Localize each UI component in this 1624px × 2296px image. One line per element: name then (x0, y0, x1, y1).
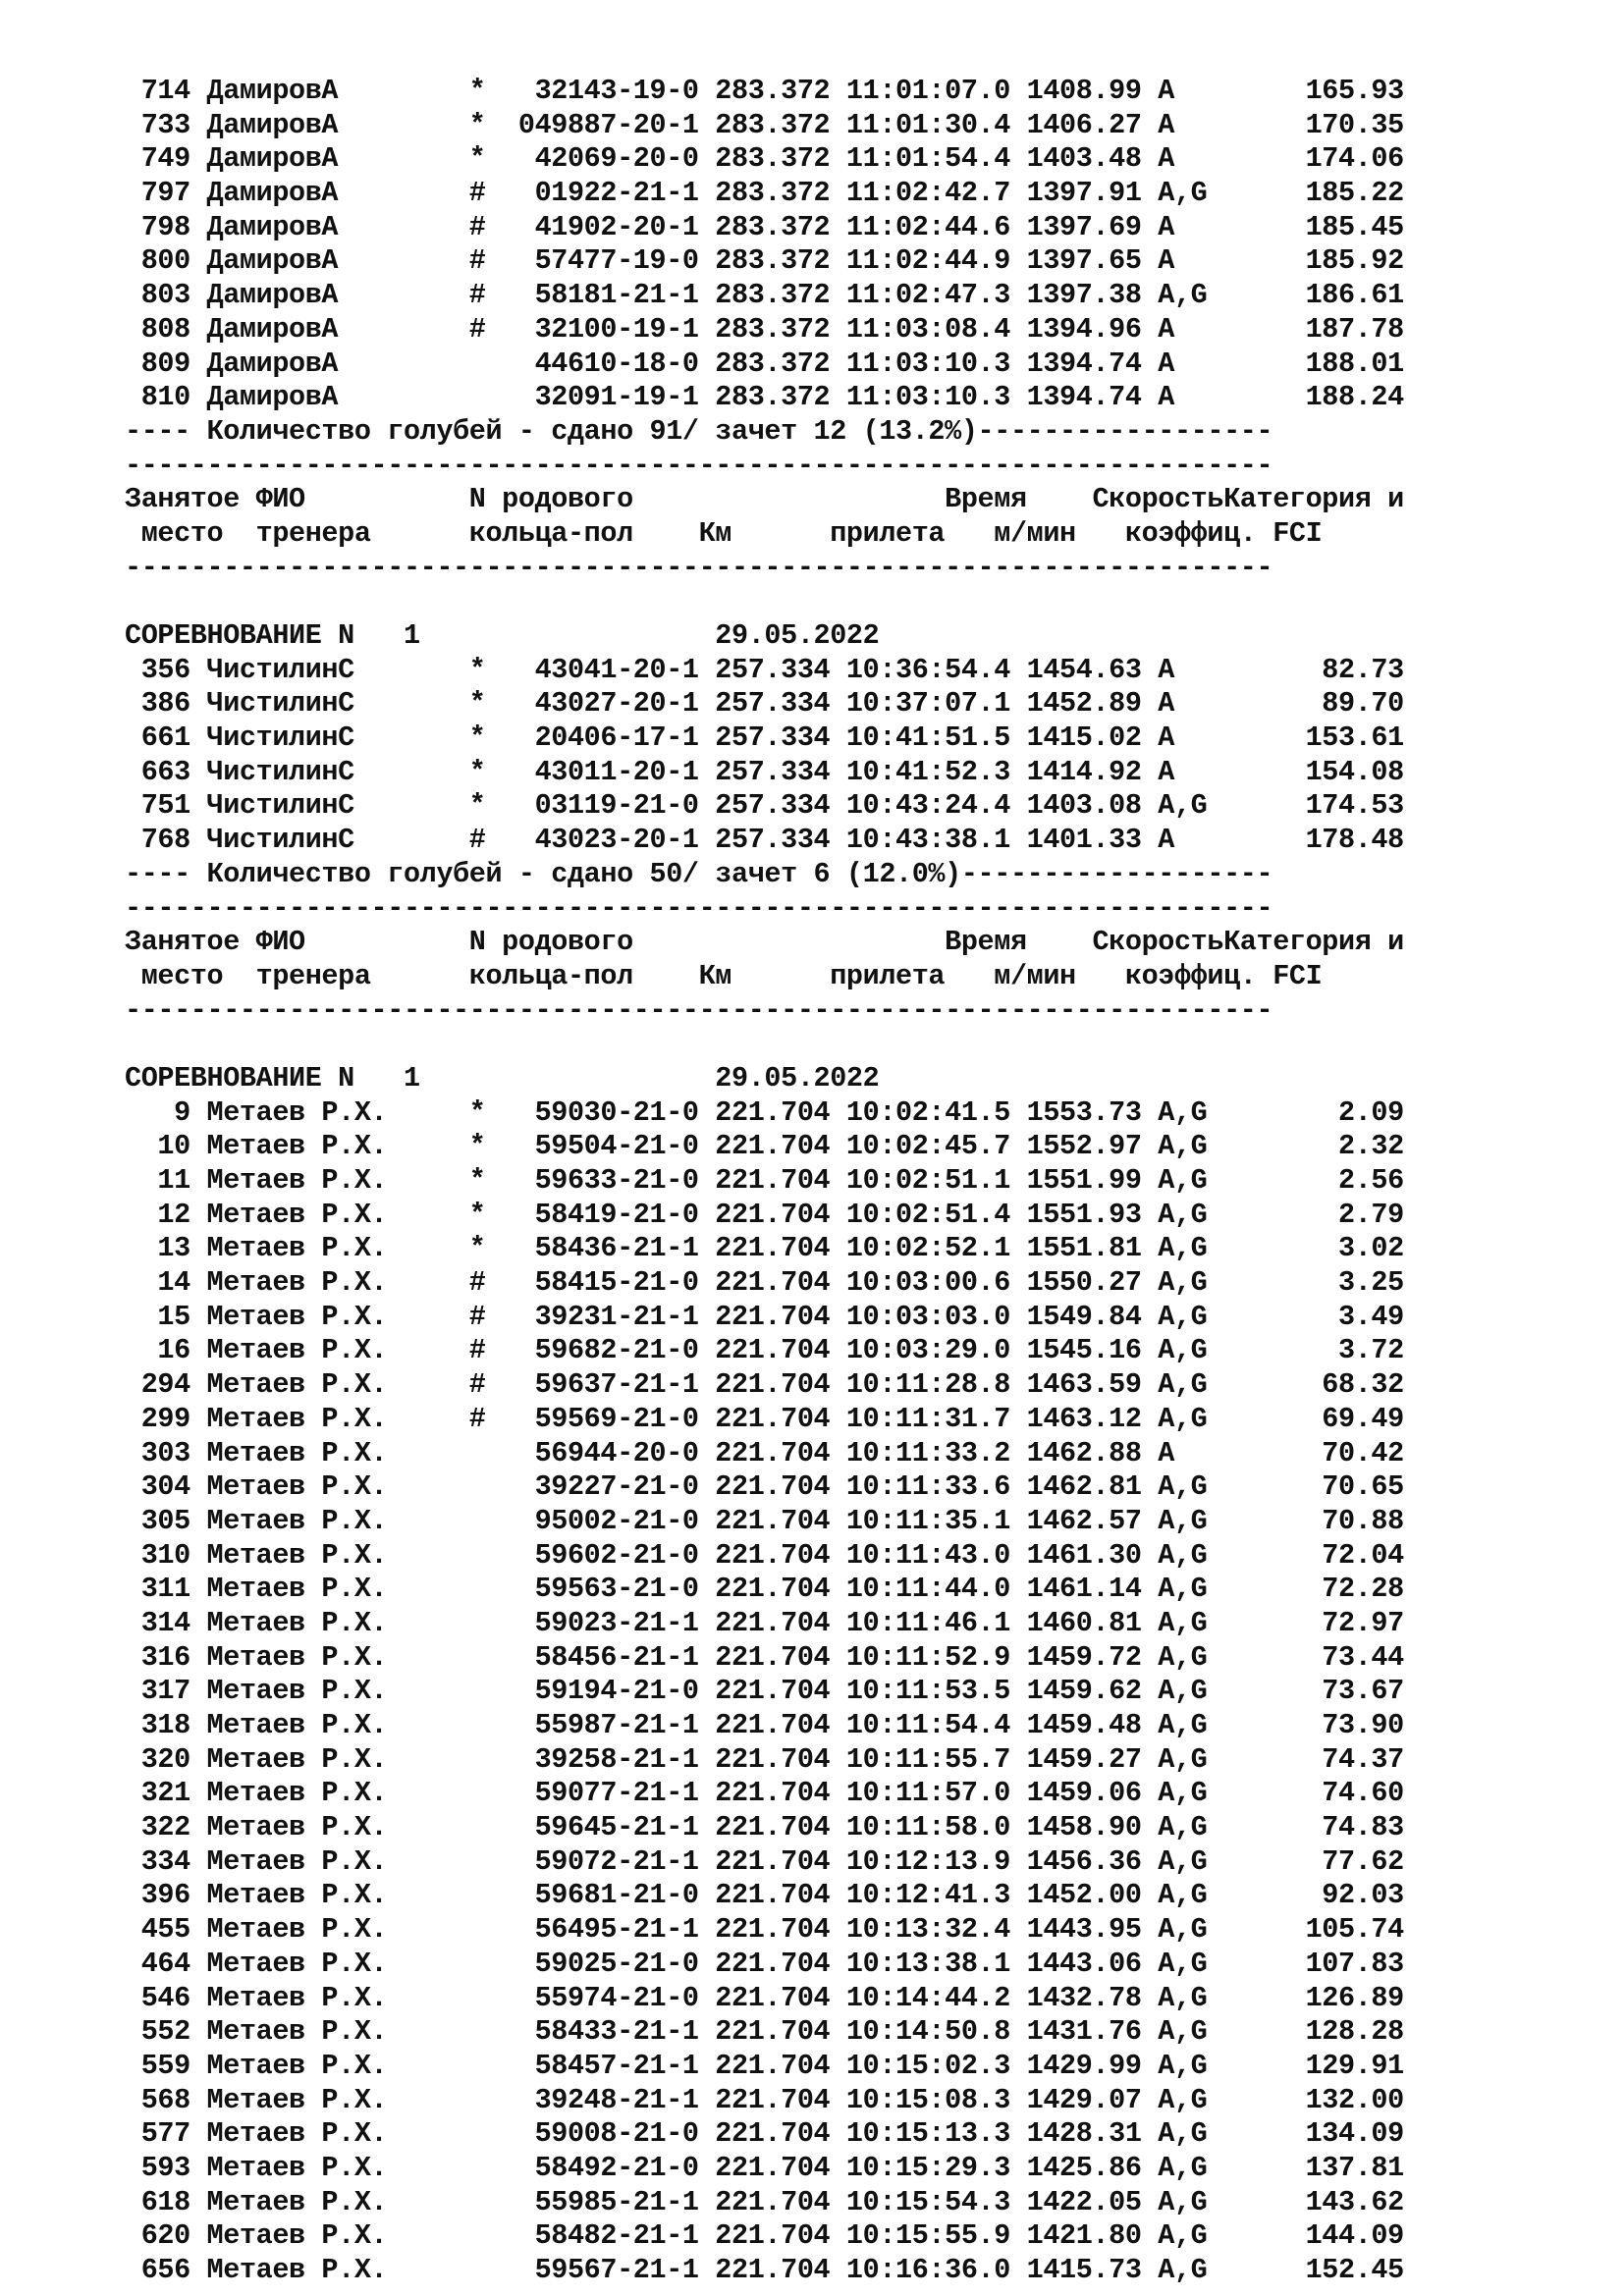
result-row: 768 ЧистилинС # 43023-20-1 257.334 10:43:38.1 1401.33 A 178.48 (125, 824, 1404, 857)
table-header-line-2: место тренера кольца-пол Км прилета м/мин коэффиц. FCI (125, 959, 1323, 992)
result-row: 593 Метаев Р.Х. 58492-21-0 221.704 10:15:29.3 1425.86 A,G 137.81 (125, 2151, 1404, 2184)
result-row: 559 Метаев Р.Х. 58457-21-1 221.704 10:15:02.3 1429.99 A,G 129.91 (125, 2049, 1404, 2082)
result-row: 305 Метаев Р.Х. 95002-21-0 221.704 10:11:35.1 1462.57 A,G 70.88 (125, 1504, 1404, 1537)
result-row: 464 Метаев Р.Х. 59025-21-0 221.704 10:13:38.1 1443.06 A,G 107.83 (125, 1947, 1404, 1980)
result-row: 577 Метаев Р.Х. 59008-21-0 221.704 10:15:13.3 1428.31 A,G 134.09 (125, 2117, 1404, 2151)
result-row: 797 ДамировА # 01922-21-1 283.372 11:02:42.7 1397.91 A,G 185.22 (125, 177, 1404, 210)
section-summary: ---- Количество голубей - сдано 50/ зачет 6 (12.0%)------------------- (125, 857, 1273, 890)
result-row: 14 Метаев Р.Х. # 58415-21-0 221.704 10:03:00.6 1550.27 A,G 3.25 (125, 1266, 1404, 1300)
result-row: 321 Метаев Р.Х. 59077-21-1 221.704 10:11:57.0 1459.06 A,G 74.60 (125, 1777, 1404, 1810)
result-row: 618 Метаев Р.Х. 55985-21-1 221.704 10:15:54.3 1422.05 A,G 143.62 (125, 2185, 1404, 2218)
result-row: 13 Метаев Р.Х. * 58436-21-1 221.704 10:02:52.1 1551.81 A,G 3.02 (125, 1232, 1404, 1265)
result-row: 733 ДамировА * 049887-20-1 283.372 11:01:30.4 1406.27 A 170.35 (125, 108, 1404, 141)
result-row: 455 Метаев Р.Х. 56495-21-1 221.704 10:13:32.4 1443.95 A,G 105.74 (125, 1913, 1404, 1947)
result-row: 310 Метаев Р.Х. 59602-21-0 221.704 10:11:43.0 1461.30 A,G 72.04 (125, 1538, 1404, 1572)
result-row: 803 ДамировА # 58181-21-1 283.372 11:02:47.3 1397.38 A,G 186.61 (125, 279, 1404, 312)
result-row: 568 Метаев Р.Х. 39248-21-1 221.704 10:15:08.3 1429.07 A,G 132.00 (125, 2083, 1404, 2116)
result-row: 808 ДамировА # 32100-19-1 283.372 11:03:08.4 1394.96 A 187.78 (125, 312, 1404, 346)
result-row: 810 ДамировА 32091-19-1 283.372 11:03:10.3 1394.74 A 188.24 (125, 381, 1404, 414)
result-row: 751 ЧистилинС * 03119-21-0 257.334 10:43:24.4 1403.08 A,G 174.53 (125, 789, 1404, 823)
result-row: 304 Метаев Р.Х. 39227-21-0 221.704 10:11:33.6 1462.81 A,G 70.65 (125, 1470, 1404, 1504)
result-row: 12 Метаев Р.Х. * 58419-21-0 221.704 10:02:51.4 1551.93 A,G 2.79 (125, 1198, 1404, 1231)
result-row: 663 ЧистилинС * 43011-20-1 257.334 10:41:52.3 1414.92 A 154.08 (125, 755, 1404, 788)
result-row: 661 ЧистилинС * 20406-17-1 257.334 10:41:51.5 1415.02 A 153.61 (125, 721, 1404, 755)
result-row: 546 Метаев Р.Х. 55974-21-0 221.704 10:14:44.2 1432.78 A,G 126.89 (125, 1981, 1404, 2014)
result-row: 317 Метаев Р.Х. 59194-21-0 221.704 10:11:53.5 1459.62 A,G 73.67 (125, 1675, 1404, 1708)
table-header-line-2: место тренера кольца-пол Км прилета м/мин коэффиц. FCI (125, 516, 1323, 550)
result-row: 322 Метаев Р.Х. 59645-21-1 221.704 10:11:58.0 1458.90 A,G 74.83 (125, 1811, 1404, 1844)
result-row: 299 Метаев Р.Х. # 59569-21-0 221.704 10:11:31.7 1463.12 A,G 69.49 (125, 1402, 1404, 1435)
table-header-line-1: Занятое ФИО N родового Время СкоростьКатегория и (125, 483, 1404, 516)
result-row: 314 Метаев Р.Х. 59023-21-1 221.704 10:11:46.1 1460.81 A,G 72.97 (125, 1606, 1404, 1639)
result-row: 552 Метаев Р.Х. 58433-21-1 221.704 10:14:50.8 1431.76 A,G 128.28 (125, 2015, 1404, 2049)
result-row: 294 Метаев Р.Х. # 59637-21-1 221.704 10:11:28.8 1463.59 A,G 68.32 (125, 1368, 1404, 1402)
result-row: 320 Метаев Р.Х. 39258-21-1 221.704 10:11:55.7 1459.27 A,G 74.37 (125, 1742, 1404, 1776)
results-sheet (125, 75, 1597, 2288)
result-row: 10 Метаев Р.Х. * 59504-21-0 221.704 10:02:45.7 1552.97 A,G 2.32 (125, 1130, 1404, 1163)
rule-line: ---------------------------------------------------------------------- (125, 551, 1273, 584)
result-row: 356 ЧистилинС * 43041-20-1 257.334 10:36:54.4 1454.63 A 82.73 (125, 653, 1404, 686)
rule-line: ---------------------------------------------------------------------- (125, 993, 1273, 1027)
result-row: 800 ДамировА # 57477-19-0 283.372 11:02:44.9 1397.65 A 185.92 (125, 244, 1404, 278)
result-row: 9 Метаев Р.Х. * 59030-21-0 221.704 10:02:41.5 1553.73 A,G 2.09 (125, 1095, 1404, 1129)
result-row: 16 Метаев Р.Х. # 59682-21-0 221.704 10:03:29.0 1545.16 A,G 3.72 (125, 1334, 1404, 1367)
result-row: 11 Метаев Р.Х. * 59633-21-0 221.704 10:02:51.1 1551.99 A,G 2.56 (125, 1164, 1404, 1197)
rule-line: ---------------------------------------------------------------------- (125, 891, 1273, 925)
result-row: 798 ДамировА # 41902-20-1 283.372 11:02:44.6 1397.69 A 185.45 (125, 210, 1404, 243)
result-row: 620 Метаев Р.Х. 58482-21-1 221.704 10:15:55.9 1421.80 A,G 144.09 (125, 2219, 1404, 2253)
competition-line: СОРЕВНОВАНИЕ N 1 29.05.2022 (125, 619, 880, 652)
result-row: 334 Метаев Р.Х. 59072-21-1 221.704 10:12:13.9 1456.36 A,G 77.62 (125, 1844, 1404, 1878)
result-row: 316 Метаев Р.Х. 58456-21-1 221.704 10:11:52.9 1459.72 A,G 73.44 (125, 1640, 1404, 1674)
result-row: 318 Метаев Р.Х. 55987-21-1 221.704 10:11:54.4 1459.48 A,G 73.90 (125, 1709, 1404, 1741)
blank-line (125, 1028, 1597, 1062)
result-row: 809 ДамировА 44610-18-0 283.372 11:03:10.3 1394.74 A 188.01 (125, 347, 1404, 380)
section-summary: ---- Количество голубей - сдано 91/ зачет 12 (13.2%)------------------ (125, 414, 1273, 448)
rule-line: ---------------------------------------------------------------------- (125, 449, 1273, 482)
result-row: 303 Метаев Р.Х. 56944-20-0 221.704 10:11:33.2 1462.88 A 70.42 (125, 1436, 1404, 1469)
result-row: 386 ЧистилинС * 43027-20-1 257.334 10:37:07.1 1452.89 A 89.70 (125, 687, 1404, 721)
result-row: 749 ДамировА * 42069-20-0 283.372 11:01:54.4 1403.48 A 174.06 (125, 142, 1404, 176)
result-row: 311 Метаев Р.Х. 59563-21-0 221.704 10:11:44.0 1461.14 A,G 72.28 (125, 1573, 1404, 1606)
result-row: 396 Метаев Р.Х. 59681-21-0 221.704 10:12:41.3 1452.00 A,G 92.03 (125, 1879, 1404, 1912)
result-row: 714 ДамировА * 32143-19-0 283.372 11:01:07.0 1408.99 A 165.93 (125, 75, 1404, 107)
result-row: 15 Метаев Р.Х. # 39231-21-1 221.704 10:03:03.0 1549.84 A,G 3.49 (125, 1300, 1404, 1333)
table-header-line-1: Занятое ФИО N родового Время СкоростьКатегория и (125, 926, 1404, 959)
blank-line (125, 585, 1597, 619)
result-row: 656 Метаев Р.Х. 59567-21-1 221.704 10:16:36.0 1415.73 A,G 152.45 (125, 2254, 1404, 2286)
competition-line: СОРЕВНОВАНИЕ N 1 29.05.2022 (125, 1061, 880, 1095)
